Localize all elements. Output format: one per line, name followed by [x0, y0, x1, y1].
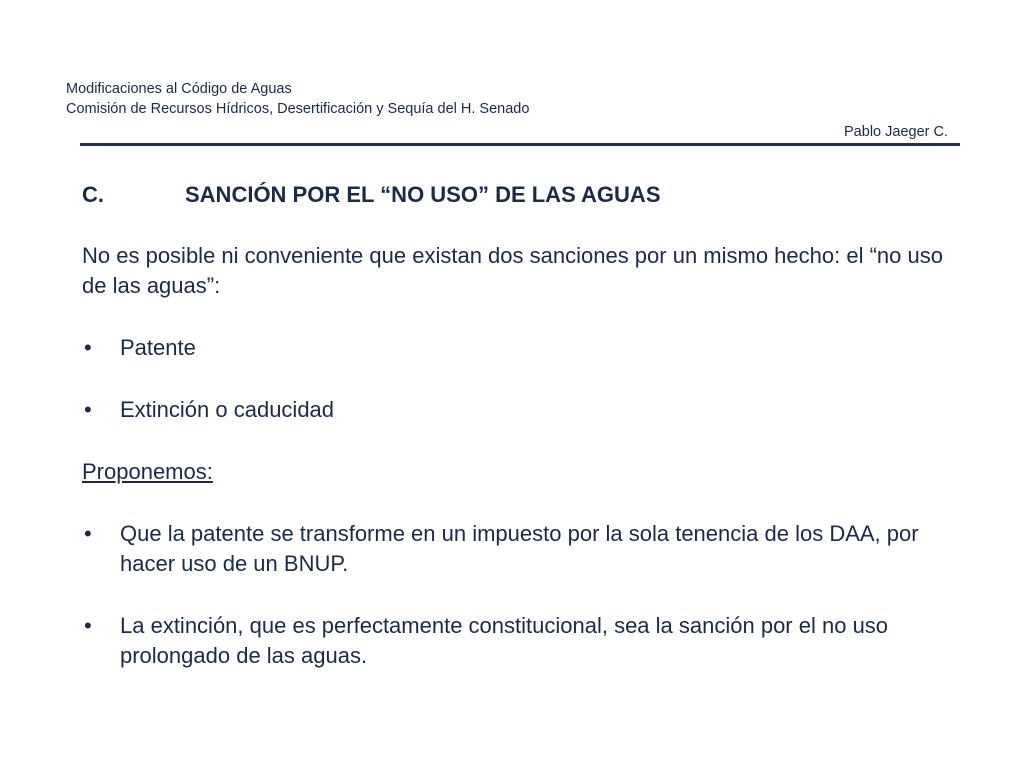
- section-title: SANCIÓN POR EL “NO USO” DE LAS AGUAS: [185, 182, 661, 207]
- section-heading: [82, 180, 952, 210]
- header-title: Modificaciones al Código de Aguas: [66, 81, 292, 97]
- bullet-text: Extinción o caducidad: [120, 397, 335, 422]
- slide-body: [82, 180, 952, 671]
- bullet-text: Que la patente se transforme en un impuesto por la sola tenencia de los DAA, por hacer uso de un BNUP.: [120, 521, 919, 576]
- header-subtitle: Comisión de Recursos Hídricos, Desertificación y Sequía del H. Senado: [66, 101, 530, 117]
- list-item: [82, 611, 952, 671]
- bullet-marker: •: [84, 613, 92, 638]
- bullet-marker: •: [84, 521, 92, 546]
- section-letter: C.: [82, 182, 104, 207]
- bullet-text: Patente: [120, 335, 196, 360]
- author-name: Pablo Jaeger C.: [844, 124, 948, 140]
- bullet-text: La extinción, que es perfectamente constitucional, sea la sanción por el no uso prolongado de las aguas.: [120, 613, 889, 668]
- bullet-marker: •: [84, 397, 92, 422]
- slide-header: [66, 79, 529, 119]
- bullet-marker: •: [84, 335, 92, 360]
- list-item: [82, 519, 952, 579]
- intro-paragraph: No es posible ni conveniente que existan dos sanciones por un mismo hecho: el “no uso de las aguas”:: [82, 243, 943, 298]
- list-item: [82, 333, 952, 363]
- header-divider: [80, 143, 960, 146]
- list-item: [82, 395, 952, 425]
- proposal-heading: Proponemos:: [82, 459, 213, 484]
